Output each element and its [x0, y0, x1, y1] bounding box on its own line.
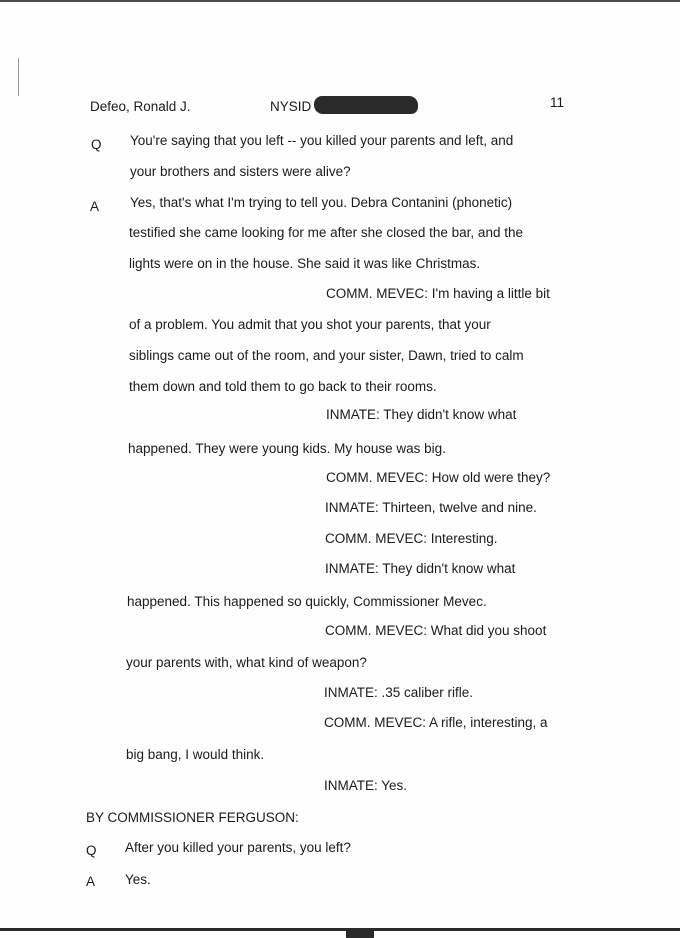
transcript-line: You're saying that you left -- you killed your parents and left, and — [130, 133, 514, 148]
transcript-line: INMATE: Thirteen, twelve and nine. — [325, 500, 537, 515]
redaction-bar — [314, 96, 418, 114]
transcript-line: Yes. — [125, 872, 151, 887]
transcript-line: After you killed your parents, you left? — [125, 840, 351, 855]
transcript-line: INMATE: .35 caliber rifle. — [324, 685, 474, 700]
header-nysid-label: NYSID — [270, 99, 312, 114]
speaker-label-q: Q — [86, 843, 97, 858]
transcript-line: of a problem. You admit that you shot your parents, that your — [129, 317, 491, 332]
transcript-line: big bang, I would think. — [126, 747, 265, 762]
speaker-label-a: A — [90, 199, 100, 214]
transcript-line: them down and told them to go back to their rooms. — [129, 379, 437, 394]
page-number: 11 — [550, 95, 565, 110]
header-name: Defeo, Ronald J. — [90, 99, 191, 114]
transcript-line: your parents with, what kind of weapon? — [126, 655, 367, 670]
transcript-line: INMATE: They didn't know what — [326, 407, 517, 422]
transcript-line: COMM. MEVEC: How old were they? — [326, 470, 551, 485]
transcript-line: lights were on in the house. She said it was like Christmas. — [129, 256, 481, 271]
transcript-line: siblings came out of the room, and your sister, Dawn, tried to calm — [129, 348, 524, 363]
scan-edge-tab — [346, 931, 374, 938]
speaker-label-q: Q — [91, 137, 102, 152]
transcript-line: INMATE: They didn't know what — [325, 561, 516, 576]
transcript-line: COMM. MEVEC: A rifle, interesting, a — [324, 715, 548, 730]
transcript-line: happened. They were young kids. My house was big. — [128, 441, 446, 456]
scan-edge-top — [0, 0, 680, 2]
transcript-line: happened. This happened so quickly, Commissioner Mevec. — [127, 594, 487, 609]
transcript-line: COMM. MEVEC: What did you shoot — [325, 623, 547, 638]
scan-edge-bottom — [0, 928, 680, 938]
transcript-line: Yes, that's what I'm trying to tell you. Debra Contanini (phonetic) — [130, 195, 513, 210]
transcript-line: COMM. MEVEC: Interesting. — [325, 531, 498, 546]
transcript-line: INMATE: Yes. — [324, 778, 408, 793]
transcript-line: COMM. MEVEC: I'm having a little bit — [326, 286, 550, 301]
speaker-label-a: A — [86, 874, 96, 889]
margin-mark — [18, 58, 19, 96]
transcript-line: testified she came looking for me after she closed the bar, and the — [129, 225, 523, 240]
transcript-line: your brothers and sisters were alive? — [130, 164, 351, 179]
section-heading: BY COMMISSIONER FERGUSON: — [86, 810, 299, 825]
